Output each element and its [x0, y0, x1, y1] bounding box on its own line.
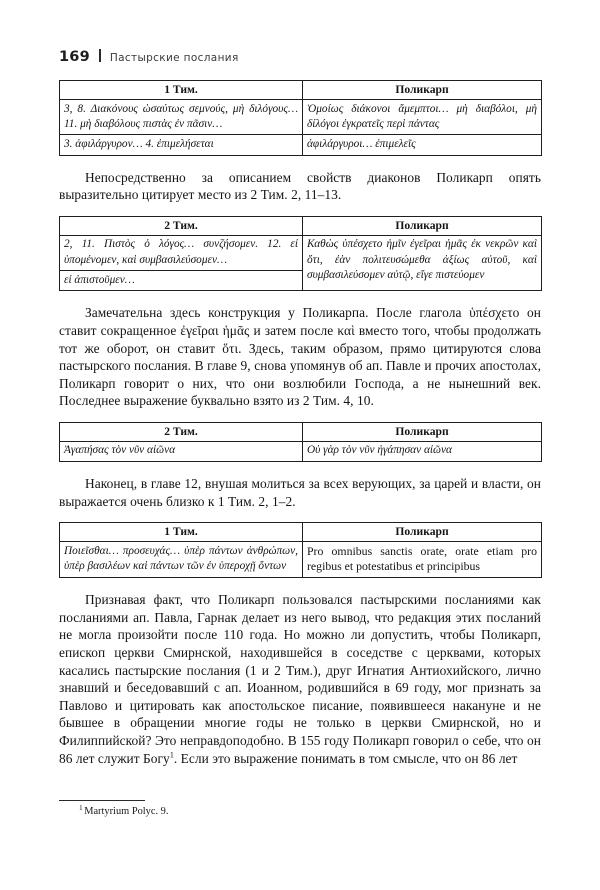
spacer [59, 204, 541, 216]
comparison-table-3 [59, 422, 542, 462]
table-row [60, 542, 542, 578]
table-3-header-right: Поликарп [303, 422, 542, 441]
table-4-cell-left-0: Ποιεῖσθαι… προσευχάς… ὑπὲρ πάντων ἀνθρώπων, ὑπὲρ βασιλέων καὶ πάντων τῶν ἐν ὑπεροχῇ ὄντων [60, 542, 303, 578]
spacer [59, 578, 541, 591]
table-2-header-right: Поликарп [303, 216, 542, 235]
page-content [59, 80, 541, 767]
spacer [59, 510, 541, 522]
table-4-cell-right-0: Pro omnibus sanctis orate, orate etiam pro regibus et potestatibus et principibus [303, 542, 542, 578]
running-header [59, 48, 239, 65]
table-3-cell-right-0: Οὐ γὰρ τὸν νῦν ἠγάπησαν αἰῶνα [303, 441, 542, 461]
table-row [60, 135, 542, 155]
comparison-table-4 [59, 522, 542, 578]
table-1-header-right: Поликарп [303, 81, 542, 100]
spacer [59, 156, 541, 169]
running-title: Пастырские послания [109, 52, 239, 64]
table-1-cell-left-1: 3. ἀφιλάργυρον… 4. ἐπιμελήσεται [60, 135, 303, 155]
comparison-table-1 [59, 80, 542, 156]
table-row [60, 441, 542, 461]
table-1-header-left: 1 Тим. [60, 81, 303, 100]
table-header-row [60, 523, 542, 542]
footnote-reference-marker[interactable]: 1 [169, 750, 174, 760]
table-3-header-left: 2 Тим. [60, 422, 303, 441]
footnote-marker: 1 [79, 802, 83, 812]
table-2-cell-left-0: 2, 11. Πιστὸς ὁ λόγος… συνζήσομεν. 12. εἰ ὑπομένομεν, καὶ συμβασιλεύσομεν… [60, 235, 303, 270]
table-4-header-right: Поликарп [303, 523, 542, 542]
page-number: 169 [59, 49, 90, 65]
table-header-row [60, 216, 542, 235]
header-divider-rule [99, 49, 101, 62]
paragraph-4-text-after-footnote: . Если это выражение понимать в том смысле, что он 86 лет [173, 750, 518, 766]
paragraph-3: Наконец, в главе 12, внушая молиться за всех верующих, за царей и власти, он выражается очень близко к 1 Тим. 2, 1–2. [59, 476, 541, 509]
footnote-text: Martyrium Polyc. 9. [84, 806, 169, 817]
table-row [60, 100, 542, 135]
footnote-1 [59, 802, 541, 818]
table-1-cell-left-0: 3, 8. Διακόνους ὡσαύτως σεμνούς, μὴ διλόγους… 11. μὴ διαβόλους πιστὰς ἐν πᾶσιν… [60, 100, 303, 135]
footnote-area [59, 800, 541, 818]
footnote-separator-rule [59, 800, 145, 801]
paragraph-2: Замечательна здесь конструкция у Поликарпа. После глагола ὑπέσχετο он ставит сокращенное ἐγεῖραι ἡμᾶς и затем после καὶ вместо того, чтобы продолжать тот же оборот, он ставит ὅτι. Здесь, таким образом, прямо цитируются слова пастырского послания. В главе 9, снова упомянув об ап. Павле и прочих апостолах, Поликарп говорит о них, что они возлюбили Господа, а не нынешний век. Последнее выражение буквально взято из 2 Тим. 4, 10. [59, 305, 541, 409]
table-header-row [60, 422, 542, 441]
table-4-header-left: 1 Тим. [60, 523, 303, 542]
paragraph-1: Непосредственно за описанием свойств диаконов Поликарп опять выразительно цитирует место из 2 Тим. 2, 11–13. [59, 169, 541, 203]
table-2-header-left: 2 Тим. [60, 216, 303, 235]
paragraph-4-text-before-footnote: Признавая факт, что Поликарп пользовался пастырскими посланиями как посланиями ап. Павла, Гарнак делает из него вывод, что редакция этих посланий не могла произойти после 110 года. Но можно ли допустить, чтобы Поликарп, епископ церкви Смирнской, находившейся в соседстве с церквами, которых касались пастырские послания (1 и 2 Тим.), друг Игнатия Антиохийского, лично знавший и беседовавший с ап. Иоанном, родившийся в 69 году, мог признать за Павлово и цитировать как апостольское писание, появившееся накануне и не бывшее в обращении многие годы не только в церкви Смирнской, но и Филиппийской? Это неправдоподобно. В 155 году Поликарп говорил о себе, что он 86 лет служит Богу [59, 592, 541, 766]
table-row [60, 235, 542, 270]
spacer [59, 410, 541, 422]
table-3-cell-left-0: Ἀγαπήσας τὸν νῦν αἰῶνα [60, 441, 303, 461]
table-1-cell-right-0: Ὁμοίως διάκονοι ἄμεμπτοι… μὴ διαβόλοι, μὴ δίλόγοι ἐγκρατεῖς περὶ πάντας [303, 100, 542, 135]
table-2-cell-right-spanned: Καθὼς ὑπέσχετο ἡμῖν ἐγεῖραι ἡμᾶς ἐκ νεκρῶν καὶ ὅτι, ἐὰν πολιτευσώμεθα ἀξίως αὐτοῦ, καὶ συμβασιλεύσομεν αὐτῷ, εἴγε πιστεύομεν [303, 235, 542, 291]
spacer [59, 291, 541, 304]
paragraph-4 [59, 591, 541, 767]
spacer [59, 462, 541, 475]
table-header-row [60, 81, 542, 100]
comparison-table-2 [59, 216, 542, 292]
table-1-cell-right-1: ἀφιλάργυροι… ἐπιμελεῖς [303, 135, 542, 155]
table-2-cell-left-1: εἰ ἀπιστοῦμεν… [60, 271, 303, 291]
